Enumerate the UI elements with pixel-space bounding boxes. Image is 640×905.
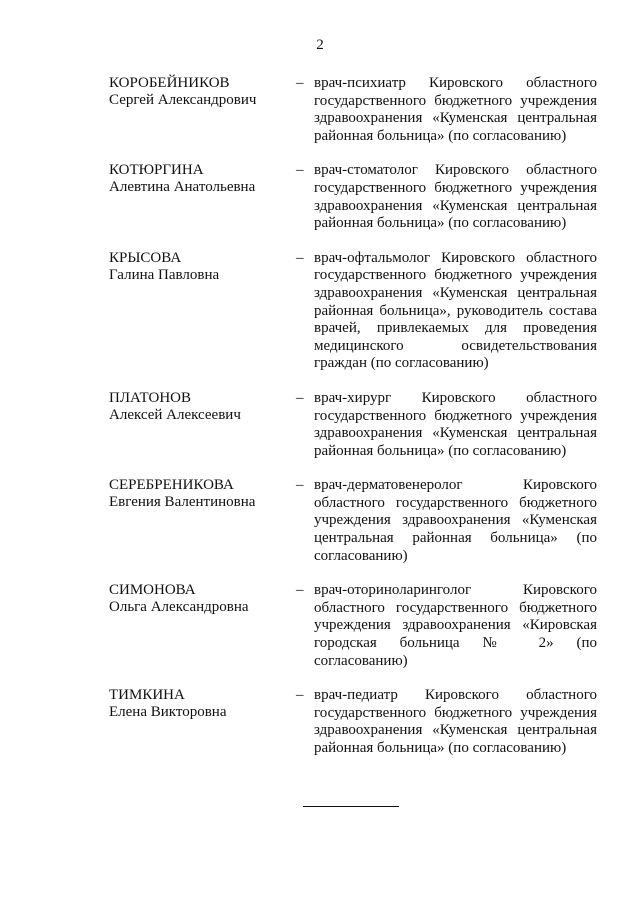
member-given-names: Алексей Алексеевич [109, 406, 241, 423]
member-role: врач-оториноларинголог Кировского областного государственного бюджетного учреждения здравоохранения «Кировская городская больница № 2» (по согласованию) [314, 582, 597, 669]
entry-dash: – [296, 75, 304, 91]
entry-dash: – [296, 249, 304, 266]
member-surname: СИМОНОВА [109, 582, 196, 599]
member-surname: КРЫСОВА [109, 249, 182, 266]
member-entry [109, 390, 597, 460]
member-role: врач-офтальмолог Кировского областного государственного бюджетного учреждения здравоохранения «Куменская центральная районная больница», руководитель состава врачей, привлекаемых для проведения медицинского освидетельствования граждан (по согласованию) [314, 249, 597, 372]
member-given-names: Алевтина Анатольевна [109, 179, 256, 196]
member-given-names: Ольга Александровна [109, 599, 249, 616]
member-role: врач-дерматовенеролог Кировского областного государственного бюджетного учреждения здравоохранения «Куменская центральная районная больница» (по согласованию) [314, 477, 597, 564]
member-surname: КОРОБЕЙНИКОВ [109, 75, 230, 91]
member-name [109, 390, 294, 424]
member-role: врач-психиатр Кировского областного государственного бюджетного учреждения здравоохранения «Куменская центральная районная больница» (по согласованию) [314, 75, 597, 144]
member-name [109, 75, 294, 109]
member-entry [109, 582, 597, 670]
entry-dash: – [296, 162, 304, 179]
member-entry [109, 162, 597, 232]
member-entry [109, 687, 597, 757]
member-name [109, 162, 294, 196]
member-entry [109, 477, 597, 565]
member-name [109, 687, 294, 721]
entry-dash: – [296, 389, 304, 406]
member-entry [109, 75, 597, 145]
closing-line [303, 806, 399, 807]
members-list [109, 75, 597, 758]
member-given-names: Евгения Валентиновна [109, 494, 256, 511]
member-surname: ТИМКИНА [109, 687, 185, 704]
member-name [109, 477, 294, 511]
page-number: 2 [316, 37, 324, 53]
member-name [109, 250, 294, 284]
member-role: врач-педиатр Кировского областного государственного бюджетного учреждения здравоохранения «Куменская центральная районная больница» (по согласованию) [314, 687, 597, 756]
member-role: врач-стоматолог Кировского областного государственного бюджетного учреждения здравоохранения «Куменская центральная районная больница» (по согласованию) [314, 162, 597, 232]
entry-dash: – [296, 582, 304, 599]
member-surname: СЕРЕБРЕНИКОВА [109, 477, 234, 494]
member-given-names: Сергей Александрович [109, 92, 257, 108]
member-surname: КОТЮРГИНА [109, 162, 204, 179]
entry-dash: – [296, 687, 304, 704]
member-given-names: Елена Викторовна [109, 704, 227, 721]
member-surname: ПЛАТОНОВ [109, 389, 191, 406]
member-name [109, 582, 294, 616]
member-entry [109, 250, 597, 373]
member-given-names: Галина Павловна [109, 266, 220, 283]
member-role: врач-хирург Кировского областного государственного бюджетного учреждения здравоохранения «Куменская центральная районная больница» (по согласованию) [314, 389, 597, 459]
entry-dash: – [296, 477, 304, 494]
